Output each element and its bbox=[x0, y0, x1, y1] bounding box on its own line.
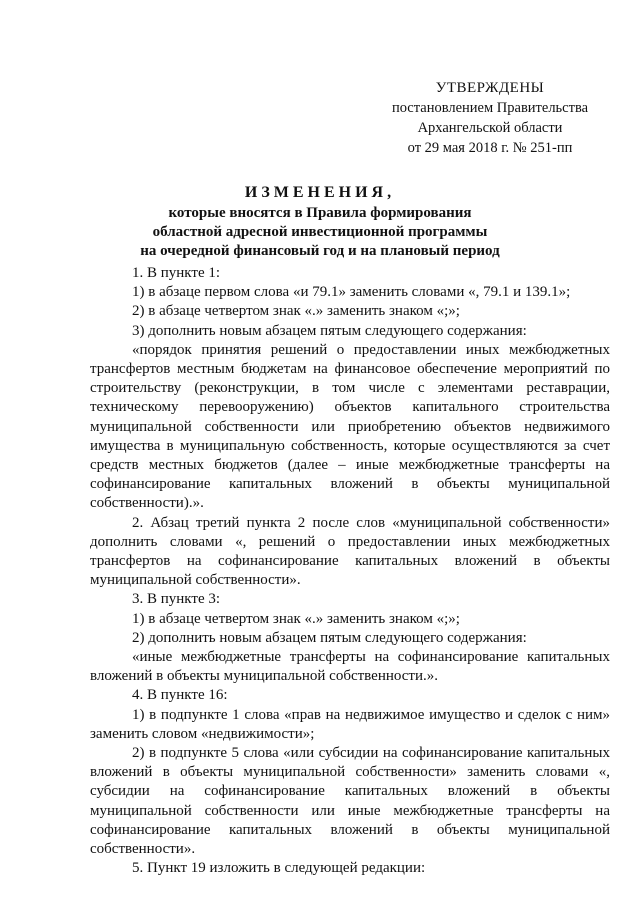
paragraph: «иные межбюджетные трансферты на софинансирование капитальных вложений в объекты муниципальной собственности.». bbox=[90, 649, 610, 685]
title-line-2: областной адресной инвестиционной программы bbox=[152, 224, 488, 240]
approval-line-2: Архангельской области bbox=[417, 120, 563, 136]
paragraph: 1) в абзаце четвертом знак «.» заменить знаком «;»; bbox=[132, 610, 460, 627]
title-main: ИЗМЕНЕНИЯ, bbox=[244, 184, 396, 201]
paragraph: «порядок принятия решений о предоставлении иных межбюджетных трансфертов местным бюджетам на финансовое обеспечение мероприятий по строительству (реконструкции, в том числе с элементами реставрации, техническому перевооружению) объектов капитального строительства муниципальной собственности или приобретению объектов недвижимого имущества в муниципальную собственность, которые осуществляются за счет средств местных бюджетов (далее – иные межбюджетные трансферты на софинансирование капитальных вложений в объекты муниципальной собственности).». bbox=[90, 341, 610, 512]
approval-line-1: постановлением Правительства bbox=[391, 100, 589, 116]
paragraph: 2. Абзац третий пункта 2 после слов «муниципальной собственности» дополнить словами «, решений о предоставлении иных межбюджетных трансфертов на софинансирование капитальных вложений в объекты муниципальной собственности». bbox=[90, 514, 610, 589]
paragraph: 2) в подпункте 5 слова «или субсидии на софинансирование капитальных вложений в объекты муниципальной собственности» заменить словами «, субсидии на софинансирование капитальных вложений в объекты муниципальной собственности или иные межбюджетные трансферты на софинансирование капитальных вложений в объекты муниципальной собственности». bbox=[90, 745, 610, 858]
paragraph: 2) дополнить новым абзацем пятым следующего содержания: bbox=[132, 629, 527, 646]
paragraph: 4. В пункте 16: bbox=[132, 687, 228, 704]
paragraph: 3) дополнить новым абзацем пятым следующего содержания: bbox=[132, 322, 527, 339]
title-line-3: на очередной финансовый год и на плановый период bbox=[140, 243, 500, 259]
paragraph: 1) в подпункте 1 слова «прав на недвижимое имущество и сделок с ним» заменить словом «недвижимости»; bbox=[90, 706, 610, 742]
paragraph: 3. В пункте 3: bbox=[132, 591, 221, 608]
title-line-1: которые вносятся в Правила формирования bbox=[168, 205, 472, 221]
paragraph: 1. В пункте 1: bbox=[132, 265, 221, 281]
approval-line-3: от 29 мая 2018 г. № 251-пп bbox=[407, 140, 573, 156]
paragraph: 5. Пункт 19 изложить в следующей редакции: bbox=[132, 860, 426, 877]
approval-heading: УТВЕРЖДЕНЫ bbox=[435, 80, 545, 96]
document-body bbox=[90, 264, 610, 879]
approval-stamp bbox=[370, 78, 610, 158]
paragraph: 1) в абзаце первом слова «и 79.1» заменить словами «, 79.1 и 139.1»; bbox=[132, 284, 571, 301]
document-title bbox=[90, 183, 550, 261]
paragraph: 2) в абзаце четвертом знак «.» заменить знаком «;»; bbox=[132, 303, 460, 320]
